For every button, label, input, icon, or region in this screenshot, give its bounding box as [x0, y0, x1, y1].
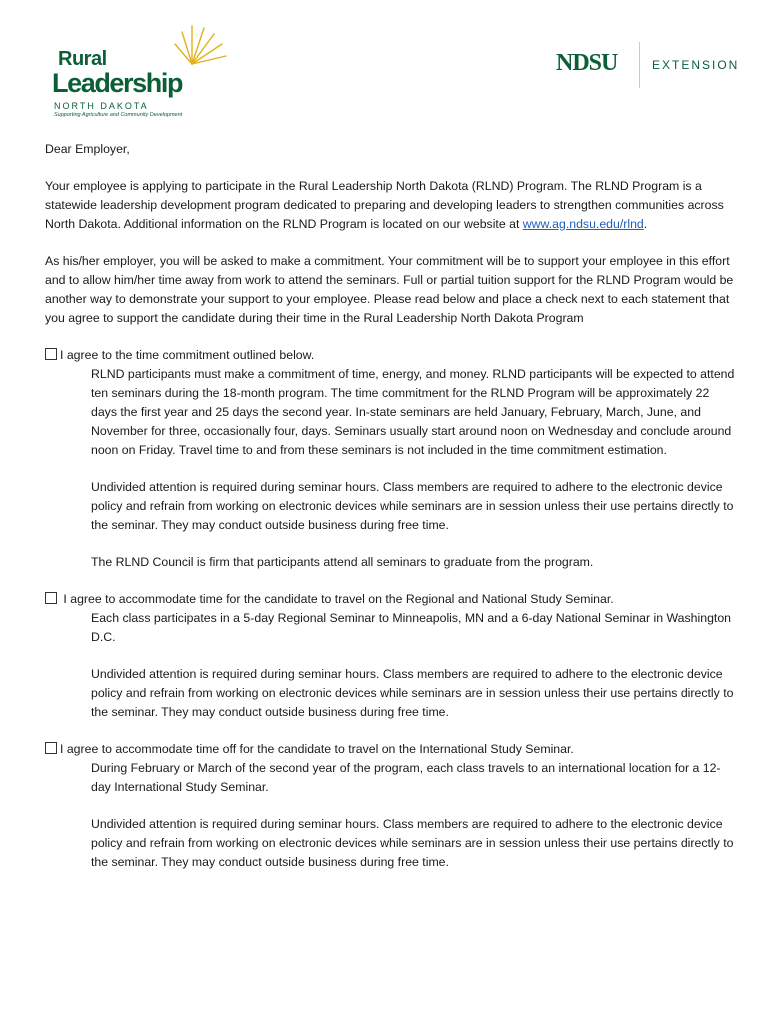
check3-label: I agree to accommodate time off for the candidate to travel on the International Study Seminar.	[60, 742, 574, 756]
check1-text3: The RLND Council is firm that participants attend all seminars to graduate from the program.	[91, 555, 594, 569]
rlnd-logo	[50, 22, 190, 118]
check2-text2: Undivided attention is required during seminar hours. Class members are required to adhere to the electronic device policy and refrain from working on electronic devices while seminars are in session unless their use pertains directly to the seminar. They may conduct outside business during free time.	[91, 667, 734, 719]
extension-logo: EXTENSION	[652, 58, 740, 72]
intro-end: .	[643, 217, 648, 231]
checkbox-item-time-commitment	[45, 346, 735, 572]
logo-tagline: Supporting Agriculture and Community Development	[54, 112, 183, 118]
check1-label: I agree to the time commitment outlined below.	[60, 348, 315, 362]
international-checkbox[interactable]	[45, 742, 57, 754]
letter-body	[45, 140, 735, 890]
checkbox-item-international	[45, 740, 735, 872]
logo-divider	[639, 42, 640, 88]
logo-rural-text: Rural	[58, 48, 107, 70]
time-commitment-checkbox[interactable]	[45, 348, 57, 360]
check1-text1: RLND participants must make a commitment of time, energy, and money. RLND participants will be expected to attend ten seminars during the 18-month program. The time commitment for the RLND Program will be approximately 22 days the first year and 25 days the second year. In-state seminars are held January, February, March, June, and November for three, occasionally four, days. Seminars usually start around noon on Wednesday and conclude around noon on Friday. Travel time to and from these seminars is not included in the time commitment estimation.	[91, 367, 735, 457]
check3-text2: Undivided attention is required during seminar hours. Class members are required to adhere to the electronic device policy and refrain from working on electronic devices while seminars are in session unless their use pertains directly to the seminar. They may conduct outside business during free time.	[91, 817, 734, 869]
check2-text1: Each class participates in a 5-day Regional Seminar to Minneapolis, MN and a 6-day National Seminar in Washington D.C.	[91, 611, 731, 644]
regional-national-checkbox[interactable]	[45, 592, 57, 604]
commitment-paragraph: As his/her employer, you will be asked to make a commitment. Your commitment will be to support your employee in this effort and to allow him/her time away from work to attend the seminars. Full or partial tuition support for the RLND Program would be another way to demonstrate your support to your employee. Please read below and place a check next to each statement that you agree to support the candidate during their time in the Rural Leadership North Dakota Program	[45, 254, 734, 325]
check1-text2: Undivided attention is required during seminar hours. Class members are required to adhere to the electronic device policy and refrain from working on electronic devices while seminars are in session unless their use pertains directly to the seminar. They may conduct outside business during free time.	[91, 480, 734, 532]
letterhead	[0, 0, 770, 120]
logo-leadership-text: Leadership	[52, 68, 183, 98]
website-link[interactable]: www.ag.ndsu.edu/rlnd	[522, 217, 644, 231]
ndsu-logo: NDSU	[556, 50, 618, 76]
intro-paragraph	[45, 177, 735, 234]
salutation: Dear Employer,	[45, 142, 130, 156]
intro-text: Your employee is applying to participate in the Rural Leadership North Dakota (RLND) Program. The RLND Program is a statewide leadership development program dedicated to preparing and developing leaders to strengthen communities across North Dakota. Additional information on the RLND Program is located on our website at	[45, 179, 724, 231]
check3-text1: During February or March of the second year of the program, each class travels to an international location for a 12-day International Study Seminar.	[91, 761, 721, 794]
checkbox-item-regional-national	[45, 590, 735, 722]
logo-north-dakota-text: NORTH DAKOTA	[54, 101, 149, 111]
sunburst-icon	[170, 22, 230, 72]
check2-label: I agree to accommodate time for the candidate to travel on the Regional and National Study Seminar.	[63, 592, 614, 606]
